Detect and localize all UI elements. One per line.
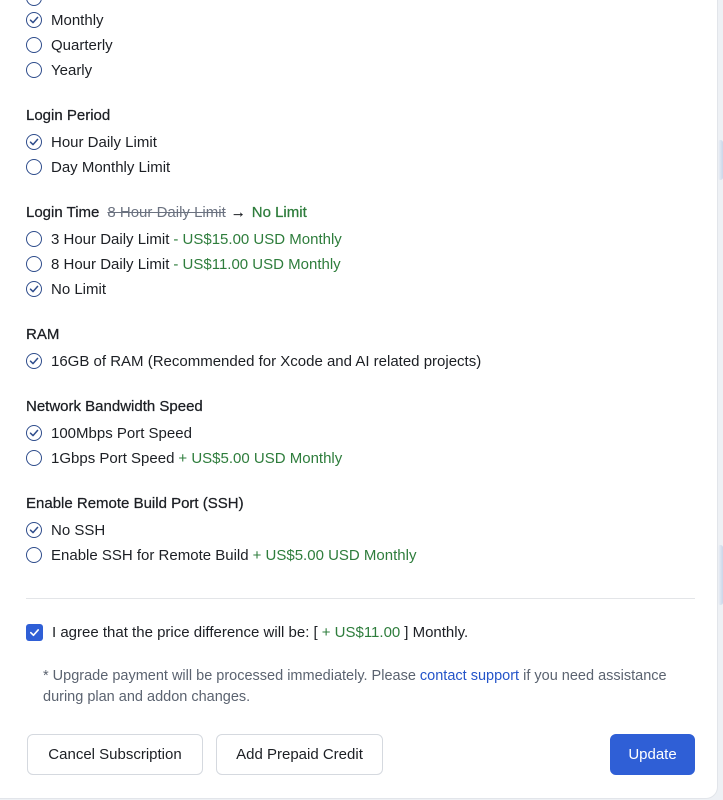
- radio-option-quarterly[interactable]: [26, 35, 113, 55]
- radio-option-hour-daily-limit[interactable]: [26, 132, 157, 152]
- option-label: Hour Daily Limit: [51, 133, 157, 151]
- radio-option-yearly[interactable]: [26, 60, 92, 80]
- update-button[interactable]: Update: [610, 734, 695, 775]
- radio-option-3-hour-daily-limit[interactable]: [26, 229, 342, 249]
- option-label: Day Monthly Limit: [51, 158, 171, 176]
- check-icon[interactable]: [26, 134, 42, 150]
- radio-circle[interactable]: [26, 547, 42, 563]
- arrow-icon: →: [230, 203, 246, 221]
- section-title-network: Network Bandwidth Speed: [26, 397, 203, 415]
- option-label: Quarterly: [51, 36, 113, 54]
- section-title-text: Login Time: [26, 203, 100, 221]
- add-prepaid-credit-button[interactable]: Add Prepaid Credit: [216, 734, 383, 775]
- section-title-ram: RAM: [26, 325, 60, 343]
- background-edge: [718, 545, 723, 605]
- agreement-amount: + US$11.00: [321, 623, 401, 641]
- radio-circle[interactable]: [26, 231, 42, 247]
- radio-option-8-hour-daily-limit[interactable]: [26, 254, 341, 274]
- radio-option-monthly[interactable]: [26, 10, 104, 30]
- new-value: No Limit: [251, 203, 307, 221]
- option-label: Monthly: [51, 11, 104, 29]
- contact-support-link[interactable]: contact support: [419, 668, 520, 684]
- check-icon[interactable]: [26, 12, 42, 28]
- section-title-login-time: [26, 202, 307, 222]
- radio-circle[interactable]: [26, 450, 42, 466]
- option-label: 3 Hour Daily Limit: [51, 230, 170, 248]
- old-value: 8 Hour Daily Limit: [107, 203, 226, 221]
- section-title-ssh: Enable Remote Build Port (SSH): [26, 494, 244, 512]
- radio-circle[interactable]: [26, 256, 42, 272]
- option-label: 100Mbps Port Speed: [51, 424, 192, 442]
- check-icon[interactable]: [26, 425, 42, 441]
- option-label: Yearly: [51, 61, 93, 79]
- option-label: Enable SSH for Remote Build: [51, 546, 249, 564]
- option-price: + US$5.00 USD Monthly: [178, 449, 343, 467]
- radio-option-1gbps[interactable]: [26, 448, 342, 468]
- checkmark-icon: [29, 627, 40, 638]
- option-price: + US$5.00 USD Monthly: [252, 546, 417, 564]
- divider: [26, 598, 695, 599]
- upgrade-note: [43, 666, 683, 708]
- background-edge: [718, 140, 723, 180]
- option-label: 1Gbps Port Speed: [51, 449, 175, 467]
- cancel-subscription-button[interactable]: Cancel Subscription: [27, 734, 203, 775]
- radio-option-no-ssh[interactable]: [26, 520, 105, 540]
- note-text-end: if you need assistance during plan and addon changes.: [43, 668, 667, 705]
- section-title-login-period: Login Period: [26, 106, 111, 124]
- radio-option-cutoff[interactable]: [26, 0, 51, 8]
- radio-circle[interactable]: [26, 0, 42, 6]
- option-price: - US$15.00 USD Monthly: [173, 230, 342, 248]
- radio-option-16gb-ram[interactable]: [26, 351, 481, 371]
- agreement-checkbox[interactable]: [26, 624, 43, 641]
- radio-circle[interactable]: [26, 37, 42, 53]
- check-icon[interactable]: [26, 281, 42, 297]
- agreement-suffix: ] Monthly.: [404, 623, 469, 641]
- check-icon[interactable]: [26, 353, 42, 369]
- agreement-prefix: I agree that the price difference will be: [: [52, 623, 318, 641]
- radio-option-100mbps[interactable]: [26, 423, 192, 443]
- option-price: - US$11.00 USD Monthly: [173, 255, 341, 273]
- check-icon[interactable]: [26, 522, 42, 538]
- option-label: 8 Hour Daily Limit: [51, 255, 170, 273]
- radio-option-enable-ssh[interactable]: [26, 545, 416, 565]
- radio-option-day-monthly-limit[interactable]: [26, 157, 170, 177]
- radio-circle[interactable]: [26, 62, 42, 78]
- option-label: No SSH: [51, 521, 106, 539]
- option-label: No Limit: [51, 280, 107, 298]
- note-text: * Upgrade payment will be processed immediately. Please: [43, 668, 416, 684]
- option-label: 16GB of RAM (Recommended for Xcode and AI related projects): [51, 352, 482, 370]
- radio-option-no-limit[interactable]: [26, 279, 106, 299]
- radio-circle[interactable]: [26, 159, 42, 175]
- agreement-row[interactable]: [26, 622, 468, 642]
